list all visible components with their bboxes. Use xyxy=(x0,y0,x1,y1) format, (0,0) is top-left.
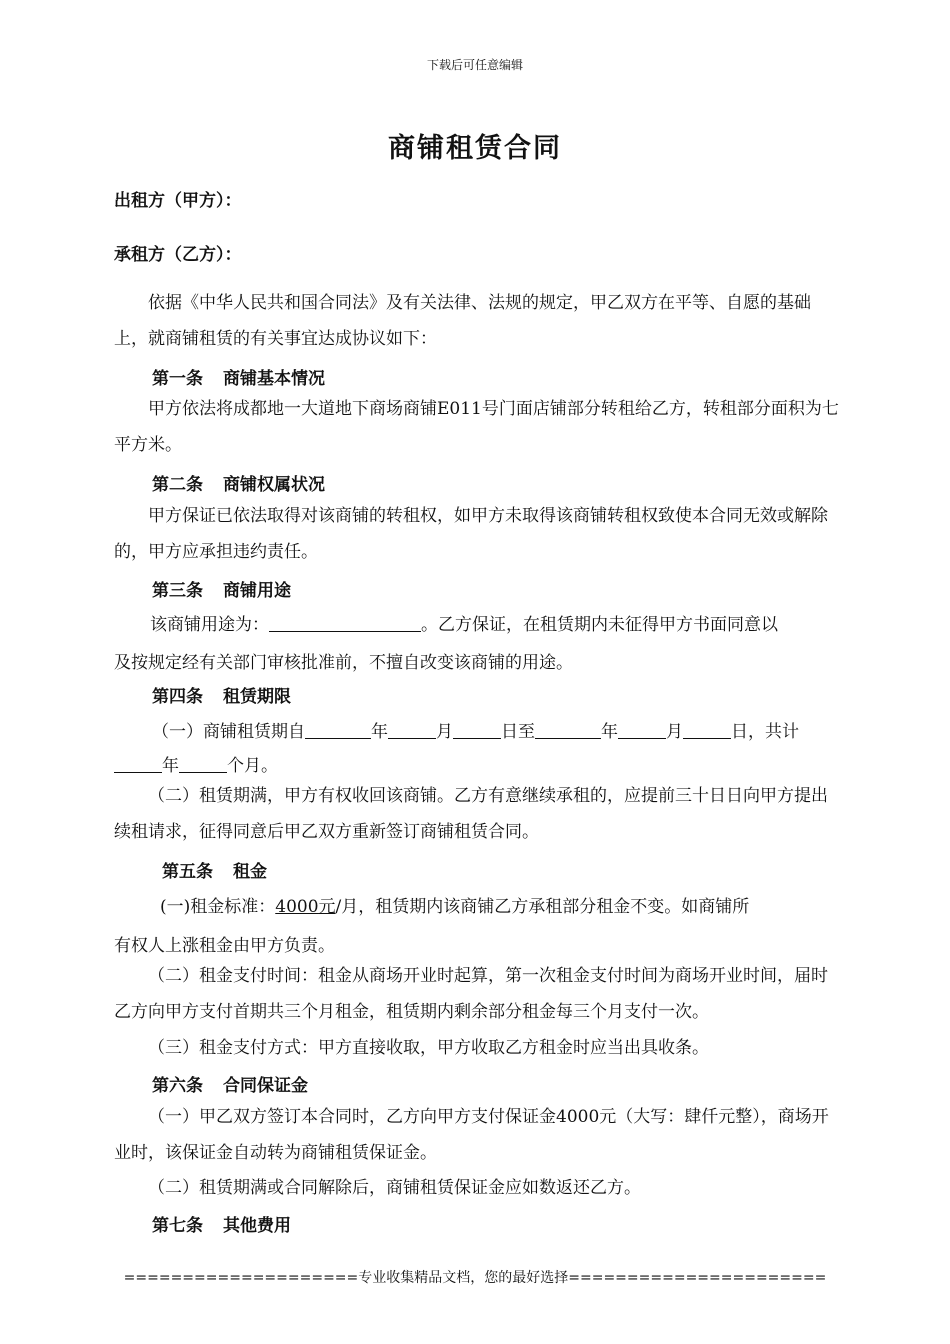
end-month-blank xyxy=(618,722,666,739)
page-header: 下载后可任意编辑 xyxy=(426,58,523,72)
lessee-label: 承租方（乙方）： xyxy=(114,245,242,265)
article-2-heading xyxy=(152,470,325,495)
article-5-clause-1: (一)租金标准：4000元/月，租赁期内该商铺乙方承租部分租金不变。如商铺所 xyxy=(160,897,750,917)
article-7-number: 第七条 xyxy=(152,1216,203,1236)
usage-text: 。乙方保证，在租赁期内未征得甲方书面同意以 xyxy=(421,615,778,635)
article-7-title: 其他费用 xyxy=(223,1216,291,1236)
rent-amount: 4000 xyxy=(275,897,319,917)
article-3-heading xyxy=(152,576,291,601)
article-5-heading xyxy=(162,857,267,882)
article-6-title: 合同保证金 xyxy=(223,1076,308,1096)
article-7-heading xyxy=(152,1211,291,1236)
article-4-number: 第四条 xyxy=(152,687,203,707)
end-day-blank xyxy=(683,722,731,739)
start-year-blank xyxy=(305,722,371,739)
article-2-body: 甲方保证已依法取得对该商铺的转租权，如甲方未取得该商铺转租权致使本合同无效或解除的，甲方应承担违约责任。 xyxy=(114,506,828,562)
article-1-body: 甲方依法将成都地一大道地下商场商铺E011号门面店铺部分转租给乙方，转租部分面积为七平方米。 xyxy=(114,399,839,455)
article-4-clause-1: （一）商铺租赁期自 年 月 日至 年 月 日，共计 xyxy=(152,722,799,742)
article-4-heading xyxy=(152,682,291,707)
article-2-number: 第二条 xyxy=(152,475,203,495)
article-3-line-1 xyxy=(150,610,778,635)
article-6-number: 第六条 xyxy=(152,1076,203,1096)
article-3-line-2: 及按规定经有关部门审核批准前，不擅自改变该商铺的用途。 xyxy=(114,653,573,673)
article-4-clause-2: （二）租赁期满，甲方有权收回该商铺。乙方有意继续承租的，应提前三十日日向甲方提出续租请求，征得同意后甲乙双方重新签订商铺租赁合同。 xyxy=(114,786,828,842)
end-year-blank xyxy=(535,722,601,739)
page-footer: ====================专业收集精品文档，您的最好选择====================== xyxy=(123,1270,827,1286)
article-1-title: 商铺基本情况 xyxy=(223,369,325,389)
article-2-title: 商铺权属状况 xyxy=(223,475,325,495)
total-month-blank xyxy=(179,756,227,773)
article-5-clause-3: （三）租金支付方式：甲方直接收取，甲方收取乙方租金时应当出具收条。 xyxy=(148,1038,709,1058)
article-3-number: 第三条 xyxy=(152,581,203,601)
usage-label: 该商铺用途为： xyxy=(150,615,269,635)
article-1-number: 第一条 xyxy=(152,369,203,389)
article-6-clause-1: （一）甲乙双方签订本合同时，乙方向甲方支付保证金4000元（大写：肆仟元整），商场开业时，该保证金自动转为商铺租赁保证金。 xyxy=(114,1107,829,1163)
usage-blank xyxy=(269,615,421,632)
start-day-blank xyxy=(453,722,501,739)
article-5-title: 租金 xyxy=(233,862,267,882)
start-month-blank xyxy=(388,722,436,739)
article-4-clause-1-cont: 年 个月。 xyxy=(114,751,278,776)
preamble: 依据《中华人民共和国合同法》及有关法律、法规的规定，甲乙双方在平等、自愿的基础上，就商铺租赁的有关事宜达成协议如下： xyxy=(114,293,811,349)
article-5-number: 第五条 xyxy=(162,862,213,882)
article-4-title: 租赁期限 xyxy=(223,687,291,707)
article-3-title: 商铺用途 xyxy=(223,581,291,601)
article-6-heading xyxy=(152,1071,308,1096)
rent-unit: 元 xyxy=(318,897,336,917)
article-5-clause-1-cont: 有权人上涨租金由甲方负责。 xyxy=(114,936,335,956)
document-title: 商铺租赁合同 xyxy=(388,133,562,164)
article-5-clause-2: （二）租金支付时间：租金从商场开业时起算，第一次租金支付时间为商场开业时间，届时乙方向甲方支付首期共三个月租金，租赁期内剩余部分租金每三个月支付一次。 xyxy=(114,966,828,1022)
lessor-label: 出租方（甲方）： xyxy=(114,191,242,211)
article-1-heading xyxy=(152,364,325,389)
article-6-clause-2: （二）租赁期满或合同解除后，商铺租赁保证金应如数返还乙方。 xyxy=(148,1178,641,1198)
total-year-blank xyxy=(114,756,162,773)
